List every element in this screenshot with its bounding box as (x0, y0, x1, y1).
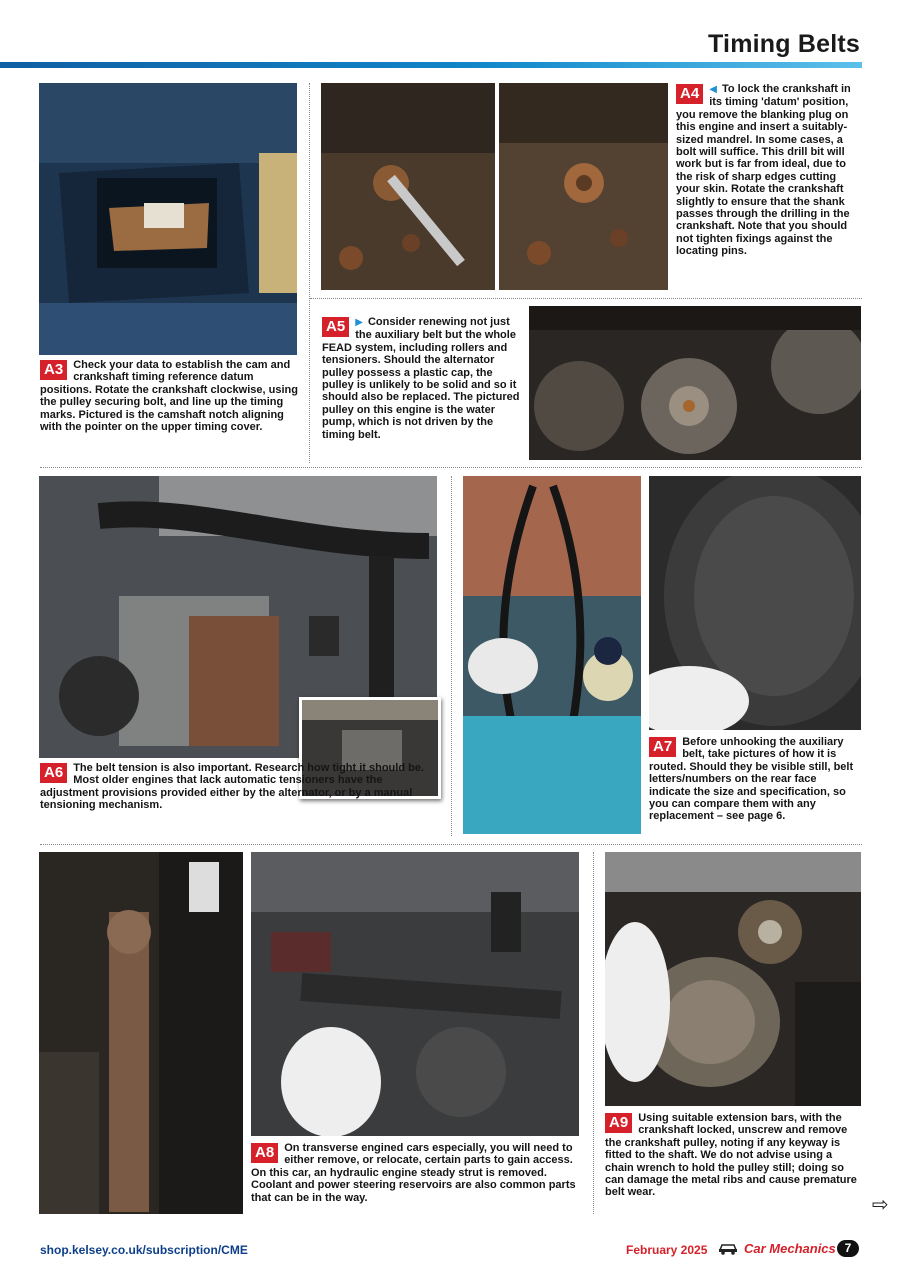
caption-a8 (251, 1142, 579, 1204)
caption-a7 (649, 736, 861, 823)
column-divider (309, 83, 310, 463)
triangle-left-icon: ◀ (709, 84, 717, 95)
triangle-right-icon: ▶ (355, 317, 363, 328)
caption-tag-a6: A6 (40, 763, 67, 783)
caption-a9 (605, 1112, 861, 1199)
caption-text-a4: To lock the crankshaft in its timing 'datum' position, you remove the blanking plug on this engine and insert a suitably-sized mandrel. In some cases, a bolt will suffice. This drill bit will work but is far from ideal, due to the risk of sharp edges cutting your skin. Rotate the crankshaft slightly to ensure that the shank passes through the drilling in the crankshaft. Note that you should not tighten fixings against the locating pins. (676, 83, 851, 258)
caption-tag-a3: A3 (40, 360, 67, 380)
column-divider (593, 852, 594, 1214)
caption-tag-a8: A8 (251, 1143, 278, 1163)
page-number: 7 (837, 1240, 859, 1257)
caption-a5 (322, 316, 520, 441)
caption-text-a5: Consider renewing not just the auxiliary belt but the whole FEAD system, including rollers and tensioners. Should the alternator pulley possess a plastic cap, the pulley is unlikely to be solid and so it should also be replaced. The pictured pulley on this engine is the water pump, which is not driven by the timing belt. (322, 316, 520, 441)
row-divider (310, 298, 862, 299)
caption-tag-a4: A4 (676, 84, 703, 104)
caption-tag-a5: A5 (322, 317, 349, 337)
caption-a6 (40, 762, 440, 812)
header-rule (0, 62, 862, 68)
photo-a8-steady-strut (39, 852, 243, 1214)
caption-text-a8: On transverse engined cars especially, you will need to either remove, or relocate, certain parts to gain access. On this car, an hydraulic engine steady strut is removed. Coolant and power steering reservoirs are also common parts that can be in the way. (251, 1142, 576, 1204)
row-divider (40, 844, 862, 845)
row-divider (40, 467, 862, 468)
caption-a4 (676, 83, 862, 258)
caption-text-a6: The belt tension is also important. Research how tight it should be. Most older engines that lack automatic tensioners have the adjustment provisions provided either by the alternator, or by a manual tensioning mechanism. (40, 762, 425, 812)
photo-a4-blanking-plug (499, 83, 668, 290)
caption-text-a9: Using suitable extension bars, with the crankshaft locked, unscrew and remove the crankshaft pulley, noting if any keyway is fitted to the shaft. We do not advise using a chain wrench to hold the pulley still; doing so can damage the metal ribs and cause premature belt wear. (605, 1112, 857, 1199)
photo-a7-belt-closeup (649, 476, 861, 730)
page-title: Timing Belts (708, 30, 860, 58)
footer-date: February 2025 (626, 1243, 708, 1257)
photo-a7-belt-routing (463, 476, 641, 834)
caption-a3 (40, 359, 298, 433)
photo-a3-camshaft-notch (39, 83, 297, 355)
caption-text-a3: Check your data to establish the cam and crankshaft timing reference datum positions. Rotate the crankshaft clockwise, using the pulley securing bolt, and line up the timing marks. Pictured is the camshaft notch aligning with the pointer on the upper timing cover. (40, 359, 298, 434)
footer-url[interactable]: shop.kelsey.co.uk/subscription/CME (40, 1243, 248, 1257)
photo-a5-water-pump-pulley (529, 306, 861, 460)
footer-brand: Car Mechanics (744, 1241, 836, 1256)
photo-a9-crankshaft-pulley (605, 852, 861, 1106)
next-page-arrow-icon[interactable]: ⇨ (872, 1194, 889, 1216)
car-icon (718, 1241, 738, 1260)
photo-a8-strut-removed (251, 852, 579, 1136)
caption-tag-a9: A9 (605, 1113, 632, 1133)
caption-text-a7: Before unhooking the auxiliary belt, take pictures of how it is routed. Should they be visible still, belt letters/numbers on the rear face indicate the size and specification, so you can compare them with any replacement – see page 6. (649, 736, 854, 823)
caption-tag-a7: A7 (649, 737, 676, 757)
photo-a4-drill-bit (321, 83, 495, 290)
column-divider (451, 476, 452, 836)
